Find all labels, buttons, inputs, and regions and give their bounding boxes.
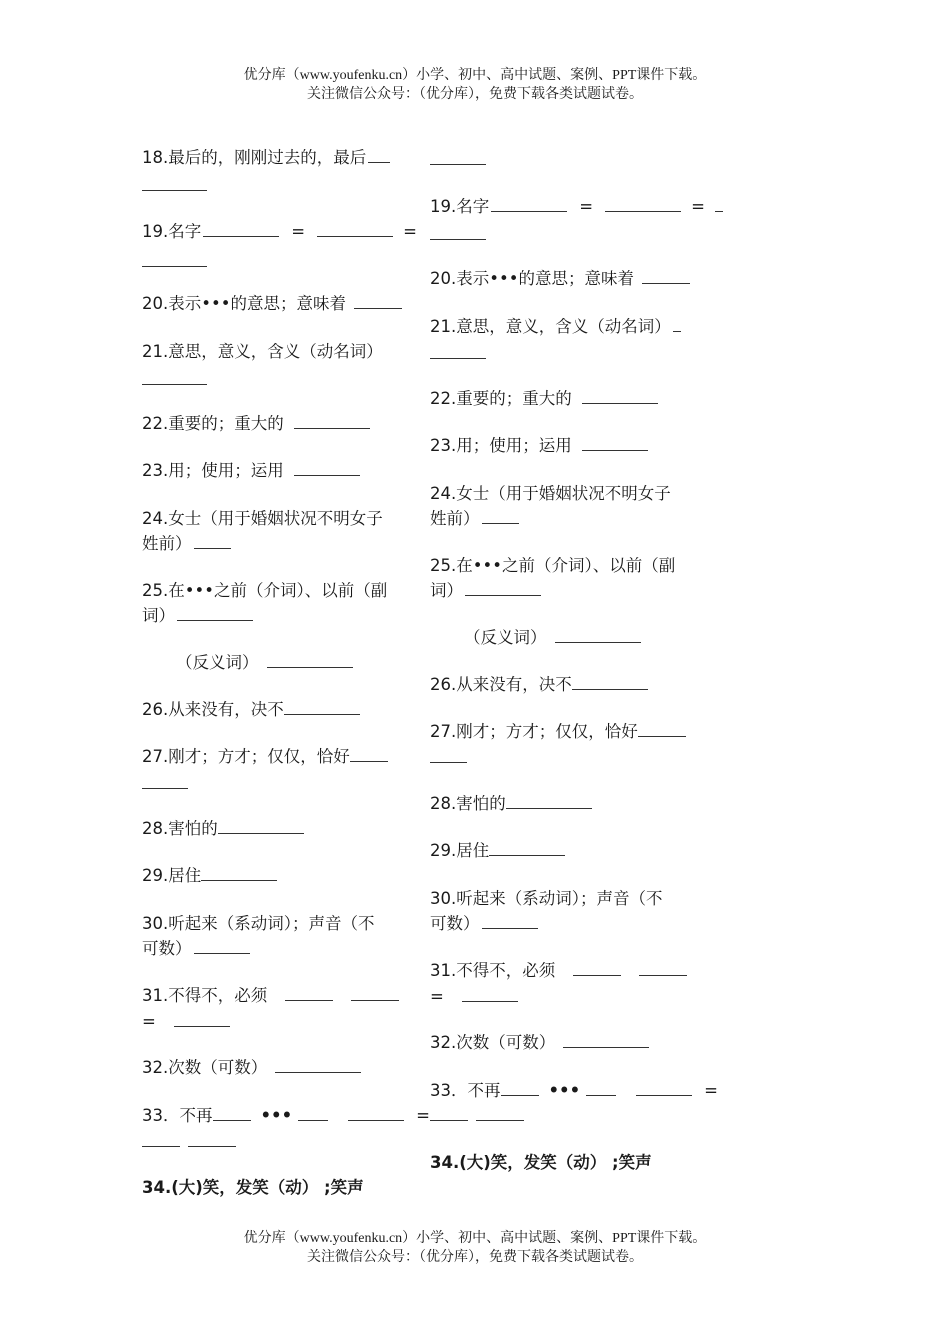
answer-blank[interactable] [177,604,253,621]
right-q18-tail [430,148,486,172]
answer-blank[interactable] [142,368,207,385]
answer-blank[interactable] [351,984,399,1001]
right-q27-cont [430,746,467,770]
answer-blank[interactable] [465,579,541,596]
answer-blank[interactable] [294,412,370,429]
right-q23: 23.用；使用；运用 [430,434,648,458]
answer-blank[interactable] [715,195,723,212]
answer-blank[interactable] [213,1104,251,1121]
answer-blank[interactable] [285,984,333,1001]
answer-blank[interactable] [188,1130,236,1147]
left-q27: 27.刚才；方才；仅仅，恰好 [142,745,388,769]
left-q25: 25.在•••之前（介词）、以前（副 [142,581,388,600]
right-q27: 27.刚才；方才；仅仅，恰好 [430,720,686,744]
page-header [0,66,950,104]
answer-blank[interactable] [642,267,690,284]
answer-blank[interactable] [201,864,277,881]
answer-blank[interactable] [462,985,518,1002]
left-q27-cont [142,772,188,796]
answer-blank[interactable] [142,1130,180,1147]
answer-blank[interactable] [482,507,519,524]
left-q19-cont [142,250,207,274]
left-q31-cont: = [142,1010,230,1034]
right-q25: 25.在•••之前（介词）、以前（副 [430,556,676,575]
answer-blank[interactable] [430,342,486,359]
answer-blank[interactable] [142,772,188,789]
answer-blank[interactable] [573,959,621,976]
left-q19: 19.名字 = = [142,222,417,241]
left-q26: 26.从来没有，决不 [142,698,360,722]
answer-blank[interactable] [430,223,486,240]
left-q33-cont [142,1130,236,1154]
answer-blank[interactable] [218,817,304,834]
left-q21-cont [142,368,207,392]
answer-blank[interactable] [317,220,393,237]
left-q24: 24.女士（用于婚姻状况不明女子 [142,509,383,528]
answer-blank[interactable] [298,1104,328,1121]
left-q30-cont: 可数） [142,937,250,961]
answer-blank[interactable] [638,720,686,737]
answer-blank[interactable] [639,959,687,976]
answer-blank[interactable] [489,839,565,856]
answer-blank[interactable] [430,746,467,763]
right-q25-cont: 词） [430,579,541,603]
left-q24-cont: 姓前） [142,532,231,556]
left-q21: 21.意思，意义，含义（动名词） [142,342,383,361]
left-q29: 29.居住 [142,864,277,888]
right-q21: 21.意思，意义，含义（动名词） [430,315,681,339]
right-q32: 32.次数（可数） [430,1031,649,1055]
answer-blank[interactable] [142,250,207,267]
answer-blank[interactable] [506,792,592,809]
answer-blank[interactable] [582,434,648,451]
left-q30: 30.听起来（系动词）；声音（不 [142,914,375,933]
answer-blank[interactable] [491,195,567,212]
answer-blank[interactable] [284,698,360,715]
right-q19: 19.名字 = = [430,195,723,219]
answer-blank[interactable] [368,146,390,163]
answer-blank[interactable] [194,532,231,549]
answer-blank[interactable] [348,1104,404,1121]
answer-blank[interactable] [430,1104,468,1121]
left-q34: 34.(大)笑，发笑（动） ;笑声 [142,1178,364,1197]
left-q25-antonym: （反义词） [176,651,353,675]
left-q28: 28.害怕的 [142,817,304,841]
right-q34: 34.(大)笑，发笑（动） ;笑声 [430,1153,652,1172]
answer-blank[interactable] [142,174,207,191]
right-q30: 30.听起来（系动词）；声音（不 [430,889,663,908]
right-q25-antonym: （反义词） [464,626,641,650]
right-q21-cont [430,342,486,366]
left-q25-cont: 词） [142,604,253,628]
right-q30-cont: 可数） [430,912,538,936]
answer-blank[interactable] [501,1079,539,1096]
right-q20: 20.表示•••的意思；意味着 [430,267,690,291]
right-q19-cont [430,223,486,247]
answer-blank[interactable] [563,1031,649,1048]
answer-blank[interactable] [636,1079,692,1096]
right-q26: 26.从来没有，决不 [430,673,648,697]
left-q18-cont [142,174,207,198]
right-q29: 29.居住 [430,839,565,863]
answer-blank[interactable] [174,1010,230,1027]
answer-blank[interactable] [482,912,538,929]
right-q31-cont: = [430,985,518,1009]
answer-blank[interactable] [267,651,353,668]
left-q18: 18.最后的，刚刚过去的，最后 [142,146,390,170]
answer-blank[interactable] [203,220,279,237]
answer-blank[interactable] [586,1079,616,1096]
right-q24: 24.女士（用于婚姻状况不明女子 [430,484,671,503]
right-q33: 33．不再 ••• = [430,1081,718,1100]
left-q32: 32.次数（可数） [142,1056,361,1080]
right-q22: 22.重要的；重大的 [430,387,658,411]
answer-blank[interactable] [194,937,250,954]
right-q33-cont [430,1104,524,1128]
answer-blank[interactable] [294,459,360,476]
answer-blank[interactable] [476,1104,524,1121]
right-q31: 31.不得不，必须 [430,959,687,983]
answer-blank[interactable] [572,673,648,690]
left-q23: 23.用；使用；运用 [142,459,360,483]
answer-blank[interactable] [555,626,641,643]
header-line-1: 优分库（www.youfenku.cn）小学、初中、高中试题、案例、PPT课件下载。 [243,68,707,83]
answer-blank[interactable] [605,195,681,212]
answer-blank[interactable] [275,1056,361,1073]
left-q20: 20.表示•••的意思；意味着 [142,292,402,316]
answer-blank[interactable] [673,315,681,332]
page-footer [0,1229,950,1267]
answer-blank[interactable] [582,387,658,404]
footer-line-2: 关注微信公众号：（优分库），免费下载各类试题试卷。 [307,1250,643,1265]
left-q33: 33．不再 ••• = [142,1106,430,1125]
header-line-2: 关注微信公众号：（优分库），免费下载各类试题试卷。 [307,87,643,102]
right-q24-cont: 姓前） [430,507,519,531]
answer-blank[interactable] [350,745,388,762]
right-q28: 28.害怕的 [430,792,592,816]
left-q22: 22.重要的；重大的 [142,412,370,436]
footer-line-1: 优分库（www.youfenku.cn）小学、初中、高中试题、案例、PPT课件下载。 [243,1231,707,1246]
left-q31: 31.不得不，必须 [142,984,399,1008]
answer-blank[interactable] [430,148,486,165]
answer-blank[interactable] [354,292,402,309]
